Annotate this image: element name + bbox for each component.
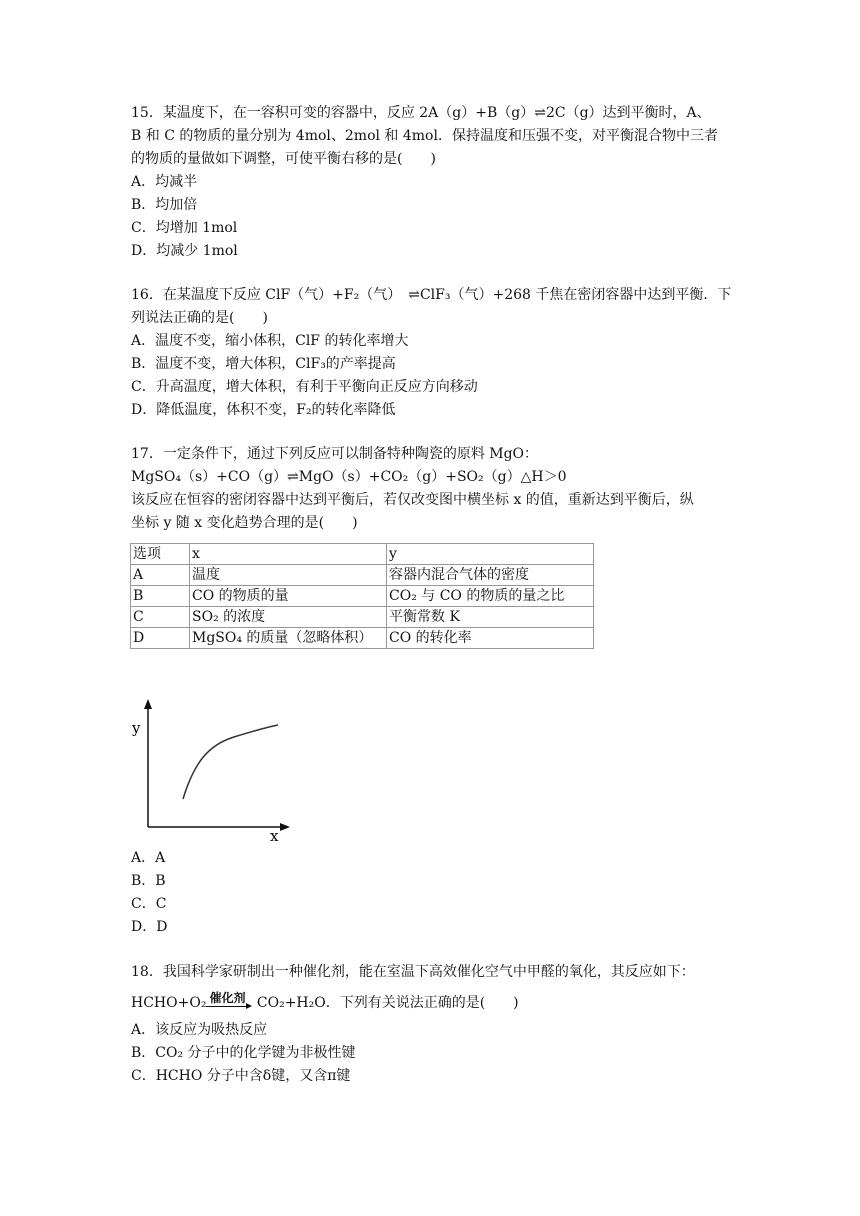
table-cell: CO₂ 与 CO 的物质的量之比 bbox=[387, 586, 594, 607]
question-15-text-line-2: B 和 C 的物质的量分别为 4mol、2mol 和 4mol．保持温度和压强不变，对平衡混合物中三者 bbox=[131, 128, 718, 144]
equation-products: CO₂+H₂O．下列有关说法正确的是( ) bbox=[256, 995, 519, 1011]
x-axis-arrowhead bbox=[280, 823, 290, 831]
question-17-text-line-1: 17．一定条件下，通过下列反应可以制备特种陶瓷的原料 MgO： bbox=[131, 446, 539, 462]
question-15-option-b: B．均加倍 bbox=[131, 197, 198, 213]
question-17-text-line-3: 该反应在恒容的密闭容器中达到平衡后，若仅改变图中横坐标 x 的值，重新达到平衡后，纵 bbox=[131, 492, 694, 508]
table-cell: CO 的物质的量 bbox=[190, 586, 387, 607]
question-17-text-line-4: 坐标 y 随 x 变化趋势合理的是( ) bbox=[131, 515, 358, 531]
table-cell: CO 的转化率 bbox=[387, 628, 594, 649]
table-cell: MgSO₄ 的质量（忽略体积） bbox=[190, 628, 387, 649]
table-header-cell: y bbox=[387, 544, 594, 565]
table-cell: 温度 bbox=[190, 565, 387, 586]
table-cell: C bbox=[131, 607, 190, 628]
question-16 bbox=[131, 284, 731, 422]
question-17 bbox=[131, 443, 731, 535]
arrow-line bbox=[206, 1006, 250, 1007]
table-cell: D bbox=[131, 628, 190, 649]
table-row bbox=[131, 565, 594, 586]
question-15-text-line-1: 15．某温度下，在一容积可变的容器中，反应 2A（g）+B（g）⇌2C（g）达到平衡时，A、 bbox=[131, 105, 711, 121]
question-17-equation: MgSO₄（s）+CO（g）⇌MgO（s）+CO₂（g）+SO₂（g）△H＞0 bbox=[131, 469, 567, 485]
question-18-option-b: B．CO₂ 分子中的化学键为非极性键 bbox=[131, 1045, 356, 1061]
question-16-option-b: B．温度不变，增大体积，ClF₃的产率提高 bbox=[131, 356, 396, 372]
table-cell: B bbox=[131, 586, 190, 607]
catalyst-label: 催化剂 bbox=[209, 991, 246, 1005]
table-row bbox=[131, 607, 594, 628]
question-16-option-a: A．温度不变，缩小体积，ClF 的转化率增大 bbox=[131, 333, 409, 349]
question-17-option-b: B．B bbox=[131, 873, 166, 889]
table-cell: 平衡常数 K bbox=[387, 607, 594, 628]
question-15-option-d: D．均减少 1mol bbox=[131, 243, 238, 259]
question-16-text-line-1: 16．在某温度下反应 ClF（气）+F₂（气） ⇌ClF₃（气）+268 千焦在密闭容器中达到平衡．下 bbox=[131, 287, 732, 303]
question-15-option-a: A．均减半 bbox=[131, 174, 198, 190]
question-15-text-line-3: 的物质的量做如下调整，可使平衡右移的是( ) bbox=[131, 151, 436, 167]
equation-reactants: HCHO+O₂ bbox=[131, 995, 207, 1011]
question-15-option-c: C．均增加 1mol bbox=[131, 220, 238, 236]
y-axis-label: y bbox=[132, 719, 141, 737]
table-cell: 容器内混合气体的密度 bbox=[387, 565, 594, 586]
question-17-options bbox=[131, 847, 731, 939]
trend-curve bbox=[183, 725, 278, 799]
question-18-text-line-1: 18．我国科学家研制出一种催化剂，能在室温下高效催化空气中甲醛的氧化，其反应如下： bbox=[131, 964, 695, 980]
table-row bbox=[131, 586, 594, 607]
question-17-table bbox=[130, 543, 594, 649]
question-18-option-c: C．HCHO 分子中含δ键，又含π键 bbox=[131, 1068, 351, 1084]
table-row bbox=[131, 628, 594, 649]
question-18-equation bbox=[131, 992, 731, 1015]
question-17-option-a: A．A bbox=[131, 850, 166, 866]
question-18-option-a: A．该反应为吸热反应 bbox=[131, 1022, 268, 1038]
question-17-option-c: C．C bbox=[131, 896, 167, 912]
question-17-graph bbox=[120, 695, 300, 845]
question-16-text-line-2: 列说法正确的是( ) bbox=[131, 310, 268, 326]
reaction-arrow bbox=[206, 992, 252, 1015]
question-15 bbox=[131, 102, 731, 263]
question-16-option-d: D．降低温度，体积不变，F₂的转化率降低 bbox=[131, 402, 396, 418]
x-axis-label: x bbox=[270, 827, 279, 845]
question-16-option-c: C．升高温度，增大体积，有利于平衡向正反应方向移动 bbox=[131, 379, 478, 395]
table-header-cell: x bbox=[190, 544, 387, 565]
table-cell: A bbox=[131, 565, 190, 586]
arrow-head bbox=[246, 1003, 252, 1009]
question-17-option-d: D．D bbox=[131, 919, 168, 935]
y-axis-arrowhead bbox=[144, 699, 152, 709]
table-cell: SO₂ 的浓度 bbox=[190, 607, 387, 628]
table-header-cell: 选项 bbox=[131, 544, 190, 565]
question-18 bbox=[131, 961, 731, 1088]
table-header-row bbox=[131, 544, 594, 565]
